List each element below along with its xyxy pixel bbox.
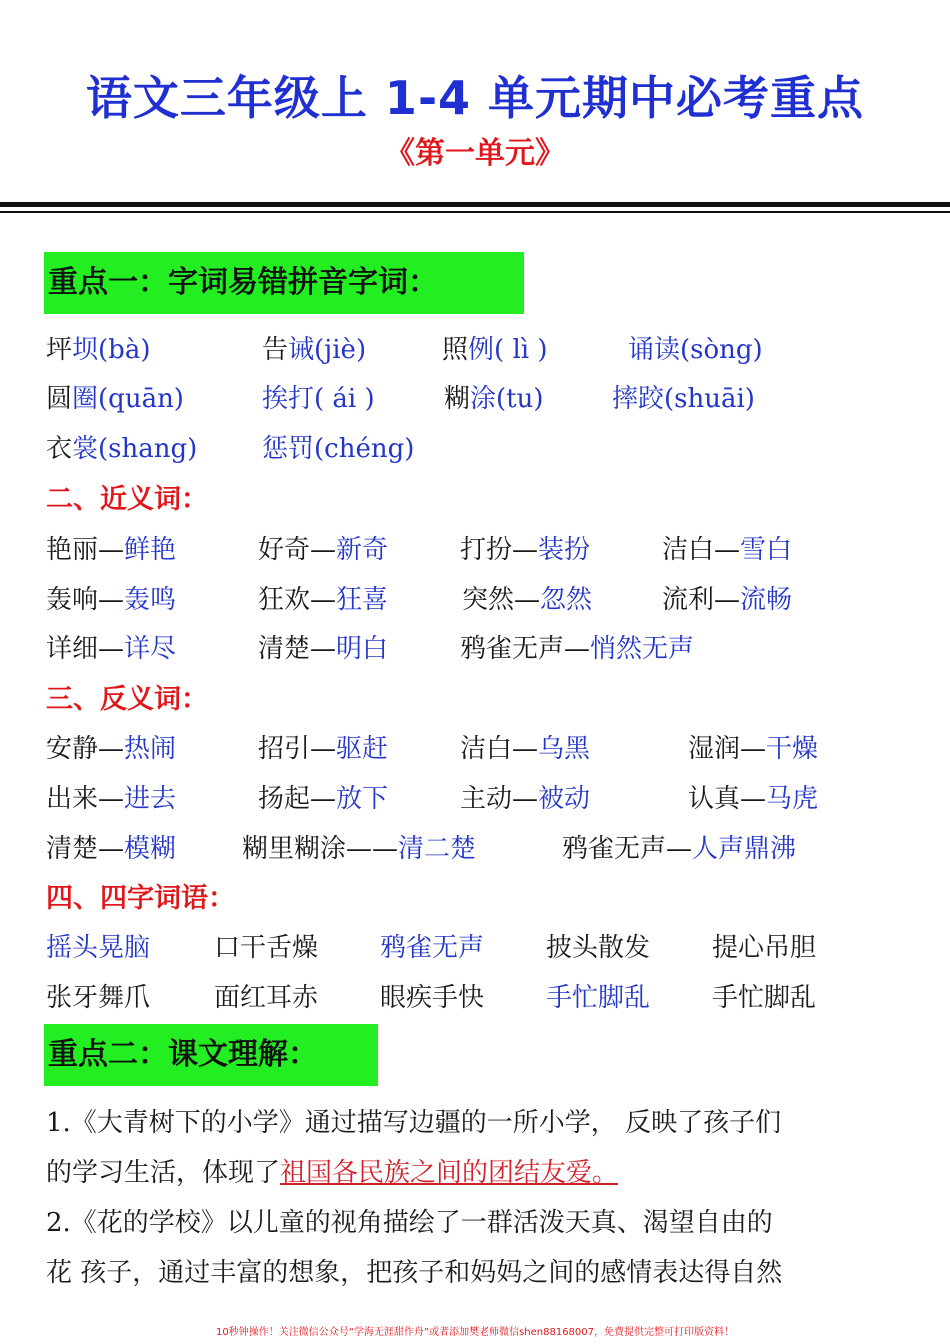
antonym-pair: 糊里糊涂——清二楚 bbox=[242, 834, 477, 864]
idiom: 摇头晃脑 bbox=[46, 933, 151, 963]
antonym-pair: 出来—进去 bbox=[46, 784, 177, 814]
header-divider-thick bbox=[0, 202, 950, 207]
pinyin-word: 惩罚(chéng) bbox=[262, 434, 415, 464]
pinyin-word: 挨打( ái ) bbox=[262, 384, 375, 414]
antonym-pair: 鸦雀无声—人声鼎沸 bbox=[562, 834, 797, 864]
point-one-heading: 重点一：字词易错拼音字词： bbox=[44, 252, 524, 314]
idiom: 提心吊胆 bbox=[712, 933, 817, 963]
synonym-pair: 艳丽—鲜艳 bbox=[46, 535, 177, 565]
paragraph-1-line-2: 的学习生活，体现了祖国各民族之间的团结友爱。 bbox=[46, 1158, 619, 1188]
synonym-pair: 详细—详尽 bbox=[46, 634, 177, 664]
idiom: 面红耳赤 bbox=[214, 983, 319, 1013]
synonyms-heading: 二、近义词： bbox=[46, 484, 208, 515]
antonym-pair: 清楚—模糊 bbox=[46, 834, 177, 864]
antonym-pair: 扬起—放下 bbox=[258, 784, 389, 814]
synonym-pair: 打扮—装扮 bbox=[460, 535, 591, 565]
point-two-heading: 重点二：课文理解： bbox=[44, 1024, 378, 1086]
idiom: 手忙脚乱 bbox=[546, 983, 651, 1013]
idiom: 口干舌燥 bbox=[214, 933, 319, 963]
synonym-pair: 好奇—新奇 bbox=[258, 535, 389, 565]
antonym-pair: 认真—马虎 bbox=[688, 784, 819, 814]
synonym-pair: 轰响—轰鸣 bbox=[46, 585, 177, 615]
idiom: 鸦雀无声 bbox=[380, 933, 485, 963]
highlighted-answer: 祖国各民族之间的团结友爱。 bbox=[280, 1158, 619, 1188]
pinyin-word: 诵读(sòng) bbox=[628, 335, 763, 365]
idioms-heading: 四、四字词语： bbox=[46, 883, 235, 914]
pinyin-word: 圆圈(quān) bbox=[46, 384, 184, 414]
pinyin-word: 摔跤(shuāi) bbox=[612, 384, 755, 414]
paragraph-2-line-2: 花 孩子，通过丰富的想象，把孩子和妈妈之间的感情表达得自然 bbox=[46, 1258, 783, 1288]
idiom: 张牙舞爪 bbox=[46, 983, 151, 1013]
pinyin-word: 糊涂(tu) bbox=[444, 384, 544, 414]
synonym-pair: 突然—忽然 bbox=[462, 585, 593, 615]
antonym-pair: 洁白—乌黑 bbox=[460, 734, 591, 764]
antonyms-heading: 三、反义词： bbox=[46, 684, 208, 715]
pinyin-word: 衣裳(shang) bbox=[46, 434, 198, 464]
synonym-pair: 清楚—明白 bbox=[258, 634, 389, 664]
header-divider-thin bbox=[0, 211, 950, 213]
antonym-pair: 湿润—干燥 bbox=[688, 734, 819, 764]
page-subtitle: 《第一单元》 bbox=[385, 136, 565, 171]
pinyin-word: 告诫(jiè) bbox=[262, 335, 367, 365]
page-title: 语文三年级上 1-4 单元期中必考重点 bbox=[85, 71, 865, 125]
footer-notice: 10秒钟操作！关注微信公众号“学海无涯甜作舟”或者添加樊老师微信shen88168007，免费提供完整可打印版资料！ bbox=[215, 1327, 735, 1338]
synonym-pair: 洁白—雪白 bbox=[662, 535, 793, 565]
synonym-pair: 流利—流畅 bbox=[662, 585, 793, 615]
antonym-pair: 安静—热闹 bbox=[46, 734, 177, 764]
synonym-pair: 狂欢—狂喜 bbox=[258, 585, 389, 615]
paragraph-2-line-1: 2.《花的学校》以儿童的视角描绘了一群活泼天真、渴望自由的 bbox=[46, 1208, 773, 1238]
antonym-pair: 招引—驱赶 bbox=[258, 734, 389, 764]
paragraph-1-line-1: 1.《大青树下的小学》通过描写边疆的一所小学， 反映了孩子们 bbox=[46, 1108, 782, 1138]
pinyin-word: 照例( lì ) bbox=[442, 335, 548, 365]
synonym-pair: 鸦雀无声—悄然无声 bbox=[460, 634, 695, 664]
idiom: 披头散发 bbox=[546, 933, 651, 963]
antonym-pair: 主动—被动 bbox=[460, 784, 591, 814]
pinyin-word: 坪坝(bà) bbox=[46, 335, 151, 365]
idiom: 眼疾手快 bbox=[380, 983, 485, 1013]
idiom: 手忙脚乱 bbox=[712, 983, 817, 1013]
